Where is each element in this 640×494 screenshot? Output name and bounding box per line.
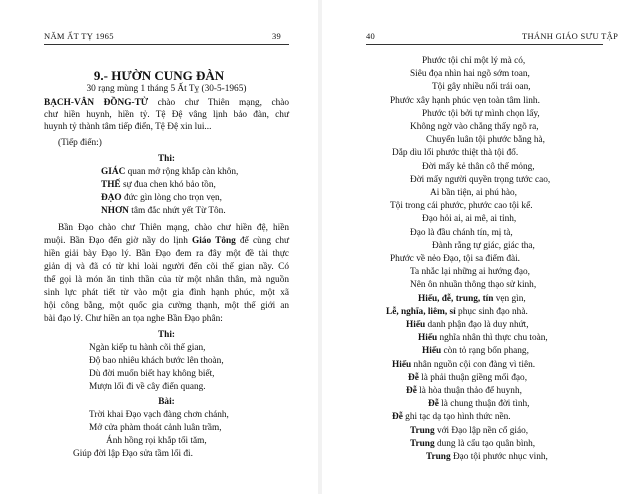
verse-line [410, 122, 539, 133]
right-header-rule [366, 44, 603, 45]
verse-line [410, 267, 530, 278]
poem-line: Mở cửa phàm thoát cảnh luân trầm, [89, 423, 222, 433]
verse-text: phục sinh đạo nhà. [455, 306, 528, 317]
prose-text: sinh lực phát tiết từ vào một gia đình hạnh phúc, một xã [44, 288, 289, 298]
prose-line [44, 314, 289, 325]
verse-text: Ai bần tiện, ai phú hào, [430, 188, 518, 198]
poem-line: Dù đời muốn biết hay không biết, [89, 369, 215, 379]
poem-line: Mượn lối đi về cây điển quang. [89, 382, 206, 392]
verse-text: với Đạo lập nền cổ giáo, [434, 425, 529, 436]
verse-line [392, 148, 518, 159]
prose-text: bài đạo lý. Chư hiền an tọa nghe Bần Đạo phân: [44, 314, 223, 324]
verse-line [410, 69, 530, 80]
verse-text: Không ngờ vào chẳng thấy ngõ ra, [410, 122, 539, 132]
verse-bold-word: Hiếu [422, 346, 442, 357]
verse-line [422, 214, 516, 225]
verse-bold-word: Đễ [406, 386, 417, 396]
verse-line [390, 201, 533, 212]
verse-text: Đạo là đầu chánh tín, mị tà, [410, 227, 513, 238]
verse-line [418, 333, 548, 344]
verse-text: Siêu đọa nhìn hai ngõ sớm toan, [410, 69, 530, 80]
left-page [0, 0, 318, 494]
verse-line [422, 346, 529, 357]
verse-line [392, 412, 511, 423]
prose-line [44, 249, 289, 260]
verse-line [422, 56, 525, 67]
prose-line [58, 223, 289, 234]
verse-bold-word: Đễ [392, 412, 403, 423]
verse-line [426, 452, 548, 463]
verse-bold-word: Trung [426, 452, 451, 462]
intro-line [44, 98, 289, 109]
verse-line [410, 228, 513, 239]
verse-bold-word: Đễ [408, 372, 419, 383]
prose-text: hội công bằng, một quốc gia cường thạnh, một thế giới an [44, 301, 289, 311]
verse-text: Phước xây hạnh phúc vẹn toàn tâm linh. [390, 95, 540, 106]
verse-line [432, 241, 535, 252]
verse-bold-word: Hiếu [418, 333, 438, 344]
verse-line [390, 96, 540, 107]
verse-text: Phước tội chỉ một lý mà có, [422, 56, 526, 66]
verse-text: Đạo hỏi ai, ai mê, ai tỉnh, [422, 214, 517, 225]
poem-line: Ánh hồng rọi khắp tối tăm, [106, 436, 207, 446]
verse-bold-word: Lễ, nghĩa, liêm, sỉ [386, 306, 456, 317]
left-header-rule [44, 44, 289, 45]
verse-text: Tội trong cái phước, phước cao tội kể. [390, 201, 533, 212]
verse-text: Đạo tội phước nhục vinh, [450, 452, 548, 462]
verse-text: là hòa thuận thảo để huynh, [416, 386, 522, 396]
verse-text: là chung thuận đời tình, [438, 399, 530, 410]
right-page-number: 40 [366, 31, 376, 41]
verse-text: dung là cẩu tạo quân bình, [434, 438, 536, 449]
verse-line [432, 82, 531, 93]
prose-line [44, 288, 289, 299]
intro-text: huynh tỷ thành tâm tiếp điển, Tệ Đệ xin lui... [44, 122, 212, 132]
verse-line [418, 294, 526, 305]
verse-text: Chuyển luân tội phước bằng hà, [426, 135, 545, 146]
poem-line: Giúp đời lập Đạo sửa tầm lối đi. [73, 449, 193, 459]
prose-line [44, 262, 289, 273]
verse-bold-word: Trung [410, 425, 435, 436]
chapter-title: 9.- HƯỜN CUNG ĐÀN [93, 68, 225, 83]
prose-bold: Giáo Tông [192, 236, 236, 246]
verse-bold-word: Hiếu, đễ, trung, tín [418, 293, 494, 304]
verse-text: nghĩa nhân thì thực chu toàn, [437, 333, 548, 344]
verse-text: Đời mấy người quyền trọng tước cao, [410, 174, 551, 185]
poem-text: đức gìn lòng cho trọn vẹn, [121, 193, 222, 203]
prose-text: Bần Đạo chào chư Thiên mạng, chào chư hiền đệ, hiền [58, 223, 289, 233]
intro-text: chào chư Thiên mạng, chào [148, 98, 289, 108]
acrostic-word: ĐẠO [101, 193, 122, 203]
verse-line [422, 109, 540, 120]
verse-line [410, 175, 550, 186]
prose-text: giản dị và đã có từ khi loài người đến cõi thế gian nầy. Có [44, 262, 289, 272]
prose-text: muội. Bần Đạo đến giờ nầy do lịnh [44, 236, 193, 246]
right-page [322, 0, 640, 494]
poem-heading: Bài: [158, 397, 175, 407]
intro-speaker: BẠCH-VÂN ĐỒNG-TỬ [44, 98, 149, 108]
poem-text: sự đua chen khó bảo tồn, [120, 180, 216, 190]
verse-text: danh phận đạo là duy nhứt, [425, 320, 529, 330]
acrostic-word: GIÁC [101, 167, 126, 177]
verse-line [410, 439, 535, 450]
poem-heading: Thi: [157, 330, 176, 340]
verse-line [406, 386, 522, 397]
verse-text: Nên ôn nhuần thông thạo sử kinh, [410, 280, 537, 291]
verse-text: ghi tạc dạ tạo hình thức nền. [402, 412, 511, 423]
left-running-header: NĂM ẤT TỴ 1965 [44, 31, 114, 41]
poem-heading: Thi: [157, 154, 176, 164]
poem-line [101, 193, 222, 204]
poem-text: quan mở rộng khắp càn khôn, [125, 167, 239, 177]
poem-line [101, 206, 226, 217]
verse-text: Tội gây nhiều nổi trái oan, [432, 82, 531, 93]
verse-text: Dắp dìu lối phước thiệt thà tội đổ. [392, 148, 519, 159]
verse-text: Đành rằng tự giác, giác tha, [432, 240, 535, 251]
prose-line [44, 301, 289, 312]
verse-bold-word: Trung [410, 438, 435, 449]
verse-line [410, 426, 528, 437]
acrostic-word: NHƠN [101, 206, 129, 216]
verse-text: Phước tội bởi tự mình chọn lấy, [422, 108, 540, 119]
poem-line: Trời khai Đạo vạch đàng chơn chánh, [89, 410, 229, 420]
verse-line [422, 162, 535, 173]
verse-text: là phải thuận giềng mối đạo, [418, 372, 528, 383]
verse-line [430, 188, 517, 199]
verse-bold-word: Hiếu [406, 320, 426, 330]
verse-bold-word: Hiếu [392, 359, 412, 370]
verse-line [410, 280, 536, 291]
poem-line [101, 167, 238, 178]
prose-text: thể gọi là món ăn tinh thần của từ một nhân thân, mà nguồn [44, 275, 289, 285]
verse-text: Đời mấy kẻ thân cô thế mỏng, [422, 161, 535, 172]
intro-text: chư hiền huynh, hiền tỷ. Tệ Đệ vâng lịnh bảo đàn, chư [44, 110, 289, 120]
verse-text: Ta nhắc lại những ai hướng đạo, [410, 267, 530, 278]
verse-line [390, 254, 520, 265]
poem-line: Ngàn kiếp tu hành cõi thế gian, [89, 343, 206, 353]
verse-line [392, 360, 535, 371]
poem-line [101, 180, 216, 191]
verse-line [406, 320, 529, 331]
verse-line [428, 399, 529, 410]
note-line: (Tiếp điển:) [58, 138, 102, 148]
date-line: 30 rạng mùng 1 tháng 5 Ất Tỵ (30-5-1965) [86, 84, 247, 94]
verse-text: nhân nguồn cội con đàng vì tiên. [411, 359, 536, 370]
left-page-number: 39 [272, 31, 282, 41]
prose-text: để cùng chư [235, 236, 290, 246]
prose-line [44, 236, 289, 247]
verse-line [408, 373, 527, 384]
verse-text: còn tỏ rạng bốn phang, [441, 346, 529, 357]
verse-line [386, 307, 528, 318]
right-running-header: THÁNH GIÁO SƯU TẬP [522, 31, 619, 41]
prose-line [44, 275, 289, 286]
intro-line [44, 110, 289, 121]
poem-text: tâm đắc nhứt yết Từ Tôn. [128, 206, 226, 216]
verse-bold-word: Đễ [428, 399, 439, 410]
verse-line [426, 135, 545, 146]
acrostic-word: THẾ [101, 180, 121, 190]
intro-line [44, 122, 289, 133]
verse-text: vẹn gìn, [493, 293, 526, 304]
poem-line: Độ bao nhiêu khách bước lên thoàn, [89, 356, 224, 366]
prose-text: hiền giải bày Đạo lý. Bần Đạo đem ra đây một đề tài thực [44, 249, 289, 259]
verse-text: Phước về nẻo Đạo, tội sa điểm đài. [390, 254, 521, 264]
